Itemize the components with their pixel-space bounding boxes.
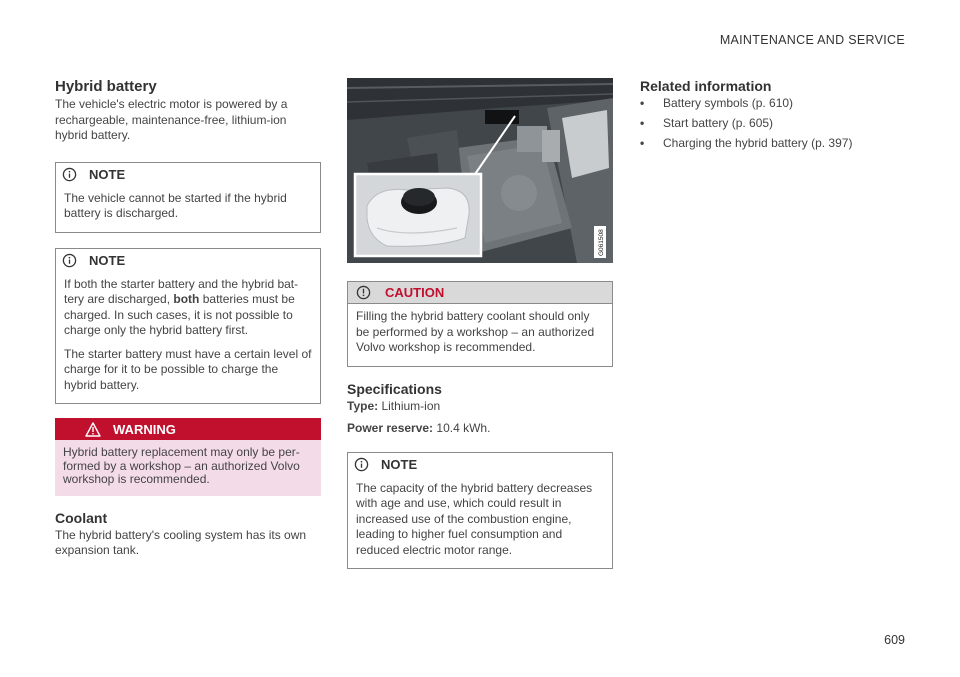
- column-3: [640, 78, 906, 151]
- spec-power-reserve: Power reserve: 10.4 kWh.: [347, 421, 491, 435]
- note-label: NOTE: [89, 167, 126, 182]
- coolant-text: The hybrid battery's cooling system has its own expansion tank.: [55, 527, 307, 557]
- related-link-label[interactable]: Start battery (p. 605): [663, 116, 774, 130]
- note-text-paragraph-2: The starter battery must have a certain level of charge for it to be possible to charge the hybrid battery.: [64, 346, 312, 392]
- warning-box: [55, 418, 321, 496]
- section-header: MAINTENANCE AND SERVICE: [719, 33, 905, 47]
- warning-label: WARNING: [113, 421, 176, 437]
- warning-text: Hybrid battery replacement may only be per-formed by a workshop – an authorized Volvo workshop is recommended.: [63, 445, 300, 486]
- figure-id-label: G061508: [598, 229, 605, 256]
- related-link-charging-hybrid-battery[interactable]: [640, 136, 906, 151]
- warning-triangle-icon: [85, 422, 101, 437]
- engine-bay-drawing: [347, 78, 613, 263]
- note-text: The vehicle cannot be started if the hybrid battery is discharged.: [64, 190, 287, 220]
- info-circle-icon: [62, 253, 77, 268]
- caution-circle-icon: [356, 285, 371, 300]
- column-1: [55, 78, 321, 559]
- note-text: The capacity of the hybrid battery decreases with age and use, which could result in increased use of the combustion engine, leading to higher fuel consumption and reduced electric motor range.: [356, 480, 593, 557]
- hybrid-battery-title: Hybrid battery: [55, 78, 157, 95]
- caution-box: [347, 281, 613, 367]
- note-text-paragraph-1: If both the starter battery and the hybrid bat-tery are discharged, both batteries must be charged. In such cases, it is not possible to charge only the hybrid battery first.: [64, 276, 299, 337]
- note-label: NOTE: [89, 253, 126, 268]
- spec-type: Type: Lithium-ion: [347, 398, 441, 413]
- info-circle-icon: [62, 167, 77, 182]
- specifications-title: Specifications: [347, 380, 442, 397]
- coolant-title: Coolant: [55, 509, 108, 526]
- note-header: [348, 453, 612, 477]
- related-link-start-battery[interactable]: [640, 116, 906, 131]
- bullet-glyph: •: [640, 116, 645, 130]
- related-information-title: Related information: [640, 78, 772, 94]
- info-circle-icon: [354, 457, 369, 472]
- related-link-label[interactable]: Charging the hybrid battery (p. 397): [663, 136, 853, 150]
- bullet-glyph: •: [640, 96, 645, 110]
- note-box-3: [347, 452, 613, 570]
- caution-text: Filling the hybrid battery coolant should only be performed by a workshop – an authorized Volvo workshop is recommended.: [356, 309, 595, 354]
- note-header: [56, 163, 320, 187]
- page-number: 609: [884, 633, 905, 647]
- caution-label: CAUTION: [385, 285, 445, 300]
- column-2: [347, 78, 613, 569]
- bullet-glyph: •: [640, 136, 645, 150]
- caution-header: [348, 282, 612, 304]
- note-label: NOTE: [381, 457, 418, 472]
- warning-header: [55, 418, 321, 440]
- note-box-1: [55, 162, 321, 233]
- hybrid-battery-intro: The vehicle's electric motor is powered by a rechargeable, maintenance-free, lithium-ion hybrid battery.: [55, 97, 288, 142]
- note-box-2: [55, 248, 321, 405]
- engine-bay-illustration: [347, 78, 613, 263]
- related-link-battery-symbols[interactable]: [640, 96, 906, 111]
- note-header: [56, 249, 320, 273]
- related-link-label[interactable]: Battery symbols (p. 610): [663, 96, 794, 110]
